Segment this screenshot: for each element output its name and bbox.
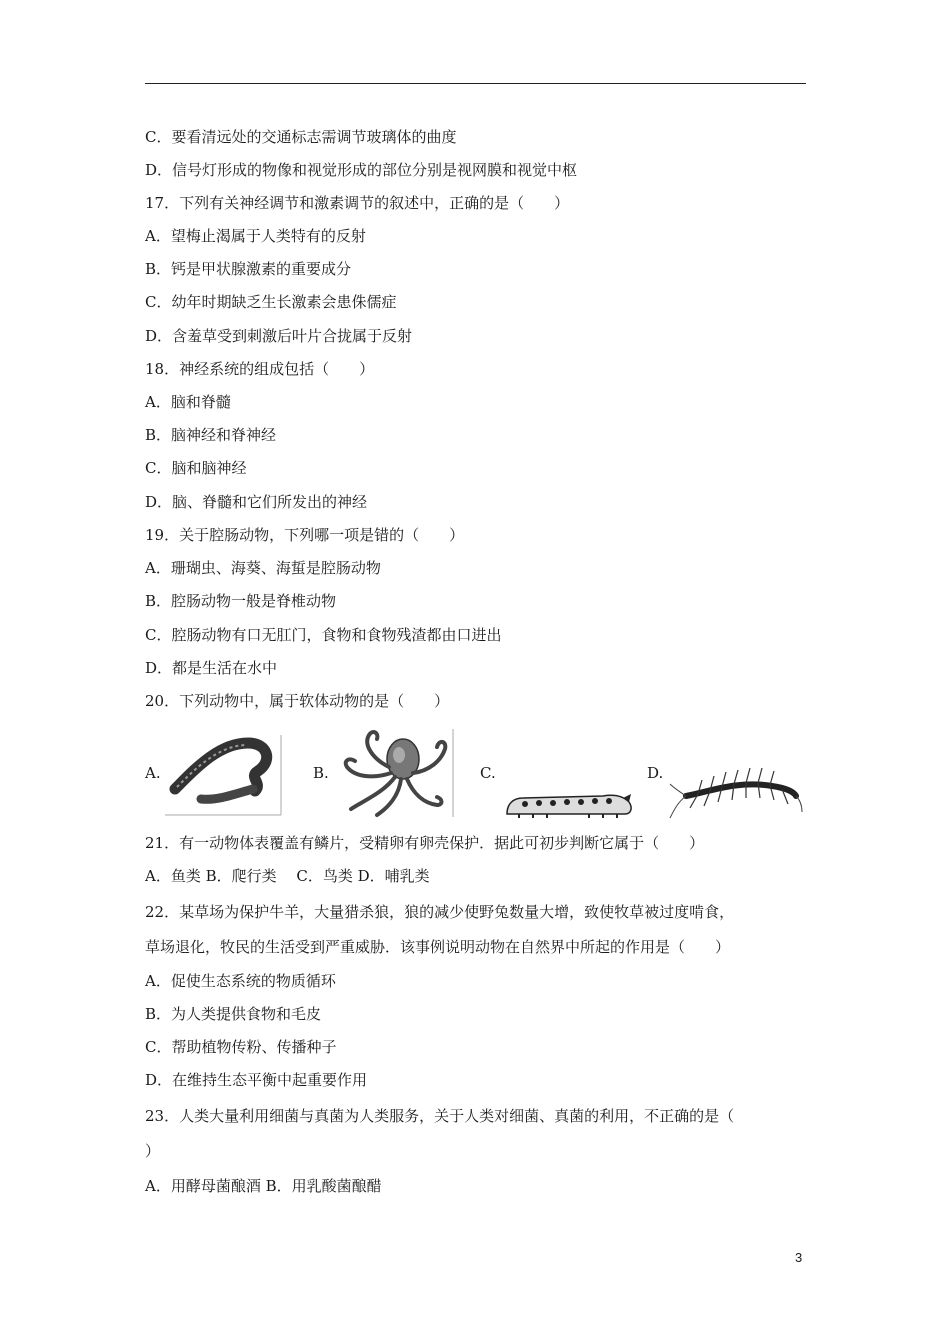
octopus-image (333, 727, 455, 819)
q22-stem-line1: 22．某草场为保护牛羊，大量猎杀狼，狼的减少使野兔数量大增，致使牧草被过度啃食， (145, 903, 735, 921)
q23-stem-line1: 23．人类大量利用细菌与真菌为人类服务，关于人类对细菌、真菌的利用，不正确的是（ (145, 1107, 735, 1125)
q17-stem: 17．下列有关神经调节和激素调节的叙述中，正确的是（ ） (145, 194, 570, 212)
q18-option-c: C．脑和脑神经 (145, 459, 247, 477)
q23-stem-line2: ） (145, 1142, 161, 1160)
caterpillar-image (503, 786, 635, 820)
q16-option-c: C．要看清远处的交通标志需调节玻璃体的曲度 (145, 128, 457, 146)
q19-option-a: A．珊瑚虫、海葵、海蜇是腔肠动物 (145, 559, 381, 577)
q18-option-a: A．脑和脊髓 (145, 393, 231, 411)
q17-option-b: B．钙是甲状腺激素的重要成分 (145, 260, 352, 278)
page-number: 3 (795, 1250, 803, 1265)
header-rule (145, 83, 806, 84)
q18-option-b: B．脑神经和脊神经 (145, 426, 277, 444)
q19-option-c: C．腔肠动物有口无肛门，食物和食物残渣都由口进出 (145, 626, 502, 644)
q20-option-d-label: D. (647, 764, 664, 782)
q22-option-d: D．在维持生态平衡中起重要作用 (145, 1071, 368, 1089)
q20-stem: 20．下列动物中，属于软体动物的是（ ） (145, 692, 450, 710)
q21-stem: 21．有一动物体表覆盖有鳞片，受精卵有卵壳保护．据此可初步判断它属于（ ） (145, 834, 705, 852)
q19-stem: 19．关于腔肠动物，下列哪一项是错的（ ） (145, 526, 465, 544)
q17-option-c: C．幼年时期缺乏生长激素会患侏儒症 (145, 293, 397, 311)
q20-option-a-label: A. (145, 764, 161, 782)
q19-option-d: D．都是生活在水中 (145, 659, 278, 677)
q18-option-d: D．脑、脊髓和它们所发出的神经 (145, 493, 368, 511)
q22-option-c: C．帮助植物传粉、传播种子 (145, 1038, 337, 1056)
q20-option-c-label: C. (480, 764, 496, 782)
q22-stem-line2: 草场退化，牧民的生活受到严重威胁．该事例说明动物在自然界中所起的作用是（ ） (145, 938, 731, 956)
q19-option-b: B．腔肠动物一般是脊椎动物 (145, 592, 337, 610)
q17-option-a: A．望梅止渴属于人类特有的反射 (145, 227, 366, 245)
q17-option-d: D．含羞草受到刺激后叶片合拢属于反射 (145, 327, 413, 345)
centipede-image (668, 762, 804, 820)
q22-option-b: B．为人类提供食物和毛皮 (145, 1005, 322, 1023)
earthworm-image (163, 731, 283, 817)
q18-stem: 18．神经系统的组成包括（ ） (145, 360, 375, 378)
q16-option-d: D．信号灯形成的物像和视觉形成的部位分别是视网膜和视觉中枢 (145, 161, 578, 179)
q21-options: A．鱼类 B．爬行类 C．鸟类 D．哺乳类 (145, 867, 430, 885)
q23-options: A．用酵母菌酿酒 B．用乳酸菌酿醋 (145, 1177, 382, 1195)
q20-option-b-label: B. (313, 764, 329, 782)
q22-option-a: A．促使生态系统的物质循环 (145, 972, 336, 990)
